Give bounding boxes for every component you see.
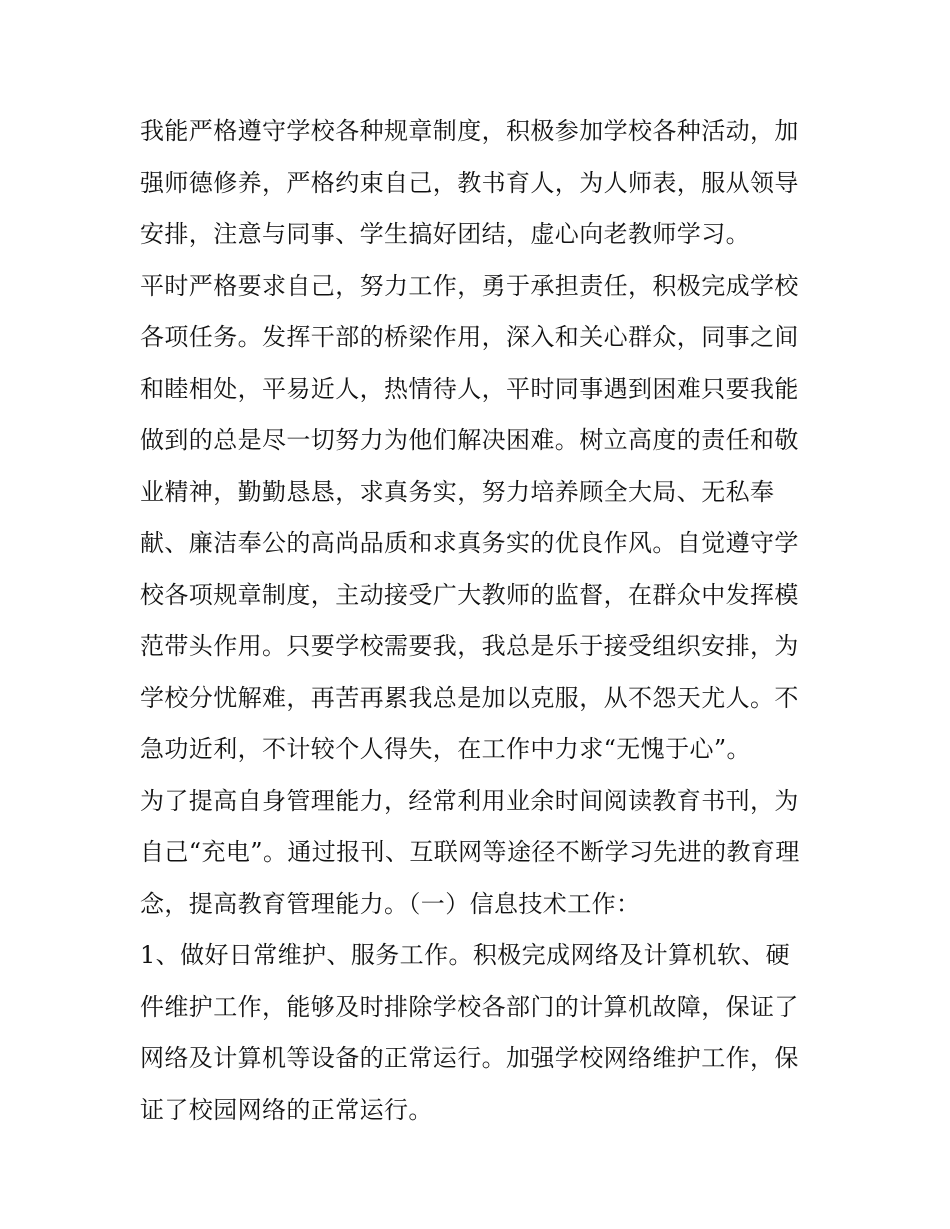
text-line: 网络及计算机等设备的正常运行。加强学校网络维护工作，保 — [140, 1044, 799, 1072]
text-line: 念，提高教育管理能力。（一）信息技术工作： — [140, 889, 641, 918]
text-line: 各项任务。发挥干部的桥梁作用，深入和关心群众，同事之间 — [140, 323, 799, 351]
text-line: 急功近利，不计较个人得失，在工作中力求“无愧于心”。 — [140, 735, 751, 763]
text-line: 证了校园网络的正常运行。 — [140, 1095, 433, 1124]
text-line: 校各项规章制度，主动接受广大教师的监督，在群众中发挥模 — [140, 580, 799, 609]
body-text — [140, 106, 815, 1136]
text-line: 我能严格遵守学校各种规章制度，积极参加学校各种活动，加 — [140, 117, 799, 145]
text-line: 业精神，勤勤恳恳，求真务实，努力培养顾全大局、无私奉 — [140, 477, 775, 506]
text-line: 安排，注意与同事、学生搞好团结，虚心向老教师学习。 — [140, 220, 750, 248]
text-line: 件维护工作，能够及时排除学校各部门的计算机故障，保证了 — [140, 992, 799, 1021]
text-line: 和睦相处，平易近人，热情待人，平时同事遇到困难只要我能 — [140, 374, 799, 403]
text-line: 为了提高自身管理能力，经常利用业余时间阅读教育书刊，为 — [140, 786, 799, 815]
text-line: 范带头作用。只要学校需要我，我总是乐于接受组织安排，为 — [140, 632, 799, 660]
text-line: 献、廉洁奉公的高尚品质和求真务实的优良作风。自觉遵守学 — [140, 529, 799, 557]
text-line: 自己“充电”。通过报刊、互联网等途径不断学习先进的教育理 — [140, 838, 800, 866]
text-line: 强师德修养，严格约束自己，教书育人，为人师表，服从领导 — [140, 168, 799, 197]
text-line: 学校分忧解难，再苦再累我总是加以克服，从不怨天尤人。不 — [140, 683, 799, 712]
text-line: 平时严格要求自己，努力工作，勇于承担责任，积极完成学校 — [140, 271, 799, 300]
text-line: 1、做好日常维护、服务工作。积极完成网络及计算机软、硬 — [140, 941, 791, 969]
text-line: 做到的总是尽一切努力为他们解决困难。树立高度的责任和敬 — [140, 426, 799, 454]
